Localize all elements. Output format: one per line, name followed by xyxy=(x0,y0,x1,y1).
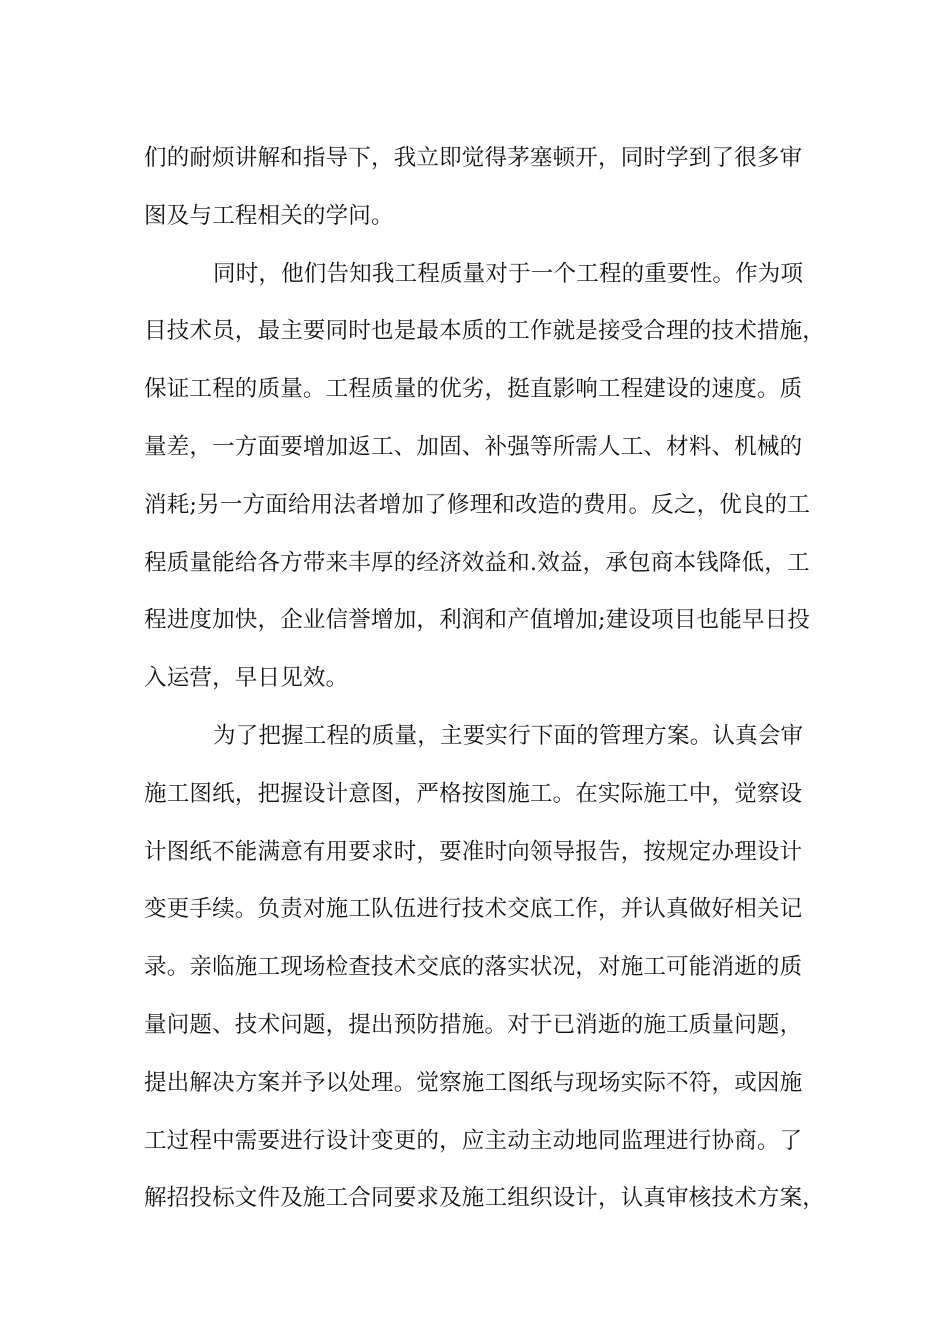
text-line: 计图纸不能满意有用要求时，要准时向领导报告，按规定办理设计 xyxy=(144,838,803,865)
text-line: 入运营，早日见效。 xyxy=(144,665,349,692)
text-line: 解招投标文件及施工合同要求及施工组织设计，认真审核技术方案， xyxy=(144,1185,826,1212)
text-line: 量问题、技术问题，提出预防措施。对于已消逝的施工质量问题， xyxy=(144,1011,803,1038)
text-line: 消耗;另一方面给用法者增加了修理和改造的费用。反之，优良的工 xyxy=(144,491,811,518)
text-line: 图及与工程相关的学问。 xyxy=(144,202,394,229)
text-line: 提出解决方案并予以处理。觉察施工图纸与现场实际不符，或因施 xyxy=(144,1069,803,1096)
text-line: 保证工程的质量。工程质量的优劣，挺直影响工程建设的速度。质 xyxy=(144,376,803,403)
text-line: 工过程中需要进行设计变更的，应主动主动地同监理进行协商。了 xyxy=(144,1127,803,1154)
text-line: 程质量能给各方带来丰厚的经济效益和.效益，承包商本钱降低，工 xyxy=(144,549,810,576)
text-line: 录。亲临施工现场检查技术交底的落实状况，对施工可能消逝的质 xyxy=(144,954,803,981)
text-line: 目技术员，最主要同时也是最本质的工作就是接受合理的技术措施， xyxy=(144,318,826,345)
text-line: 变更手续。负责对施工队伍进行技术交底工作，并认真做好相关记 xyxy=(144,896,803,923)
paragraph-first-line: 同时，他们告知我工程质量对于一个工程的重要性。作为项 xyxy=(213,260,804,287)
paragraph-first-line: 为了把握工程的质量，主要实行下面的管理方案。认真会审 xyxy=(213,722,804,749)
text-line: 们的耐烦讲解和指导下，我立即觉得茅塞顿开，同时学到了很多审 xyxy=(144,145,803,171)
text-line: 程进度加快，企业信誉增加，利润和产值增加;建设项目也能早日投 xyxy=(144,607,811,634)
text-line: 量差，一方面要增加返工、加固、补强等所需人工、材料、机械的 xyxy=(144,433,803,460)
text-line: 施工图纸，把握设计意图，严格按图施工。在实际施工中，觉察设 xyxy=(144,780,803,807)
body-text xyxy=(144,130,834,1228)
